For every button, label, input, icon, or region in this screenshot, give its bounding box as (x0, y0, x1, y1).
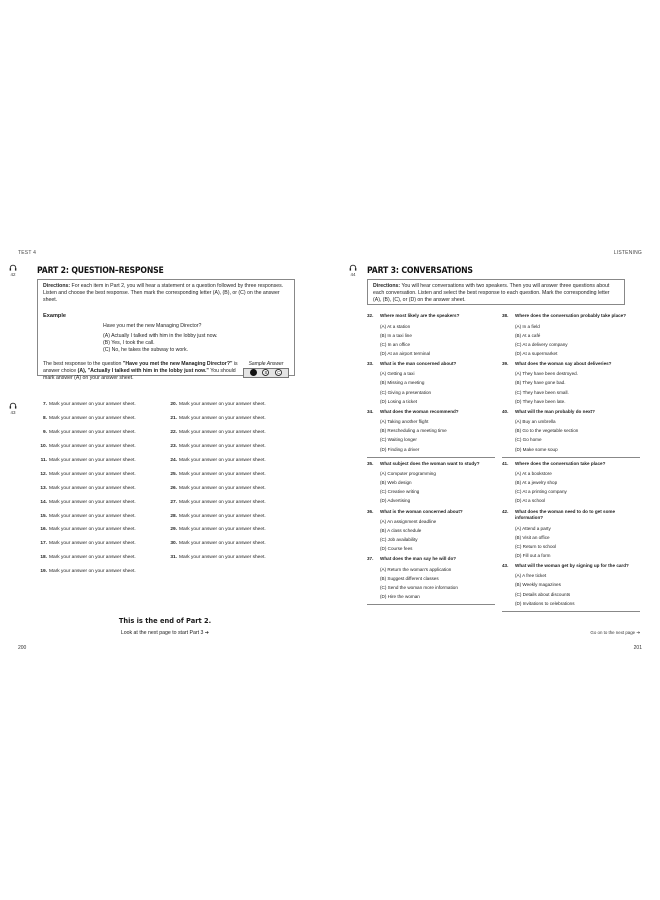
question-42: 42. What does the woman need to do to get some information? (A) Attend a party (B) Visit an office (C) Return to school (D) Fill out a form (502, 508, 616, 558)
answer-item: 9. Mark your answer on your answer sheet. (42, 429, 136, 435)
question-40: 40. What will the man probably do next? (A) Buy an umbrella (B) Go to the vegetable section (C) Go home (D) Make some soup (502, 409, 640, 458)
example-options: (A) Actually I talked with him in the lobby just now. (B) Yes, I took the call. (C) No, he takes the subway to work. (103, 333, 218, 354)
answer-item: 12. Mark your answer on your answer sheet. (40, 471, 136, 477)
running-head: TEST 4 (18, 250, 37, 256)
directions-text: Directions: For each item in Part 2, you will hear a statement or a question followed by three responses. Listen and choose the best response. Then mark the corresponding letter (A), (B), or (C) on the answer sheet. (43, 283, 284, 304)
question-35: 35. What subject does the woman want to study? (A) Computer programming (B) Web design (C) Creative writing (D) Advertising (367, 460, 480, 504)
answer-item: 14. Mark your answer on your answer sheet. (40, 499, 136, 505)
answer-item: 24. Mark your answer on your answer sheet. (170, 457, 266, 463)
question-36: 36. What is the woman concerned about? (A) An assignment deadline (B) A class schedule (C) Job availability (D) Course fees (367, 508, 463, 552)
audio-track-number: 43 (10, 410, 16, 415)
questions-column-right (502, 313, 640, 615)
question-39: 39. What does the woman say about deliveries? (A) They have been destroyed. (B) They have gone bad. (C) They have been small. (D) They have been late. (502, 360, 612, 404)
answer-item: 28. Mark your answer on your answer sheet. (170, 513, 266, 519)
right-page (330, 0, 660, 900)
answer-bubble-a (250, 369, 257, 376)
answer-item: 19. Mark your answer on your answer sheet. (40, 569, 136, 575)
answer-item: 30. Mark your answer on your answer sheet. (170, 541, 266, 547)
audio-marker (6, 402, 20, 415)
answer-item: 11. Mark your answer on your answer sheet. (40, 457, 136, 463)
question-38: 38. Where does the conversation probably take place? (A) In a field (B) At a café (C) At a delivery company (D) At a supermarket (502, 313, 627, 356)
directions-box (367, 279, 625, 305)
answer-bubble-c: C (277, 370, 281, 376)
question-43: 43. What will the woman get by signing up for the card? (A) A free ticket (B) Weekly magazines (C) Details about discounts (D) Invitations to celebrations (502, 563, 640, 612)
headphones-icon (9, 264, 17, 271)
part-title: PART 2: QUESTION–RESPONSE (37, 266, 164, 276)
question-41: 41. Where does the conversation take place? (A) At a bookstore (B) At a jewelry shop (C) At a printing company (D) At a school (502, 460, 606, 504)
questions-column-left (367, 313, 495, 608)
headphones-icon (349, 264, 357, 271)
answer-item: 18. Mark your answer on your answer sheet. (40, 555, 136, 561)
page-number: 200 (18, 645, 27, 651)
answer-item: 17. Mark your answer on your answer sheet. (40, 541, 136, 547)
end-of-part (0, 616, 330, 636)
go-on-note: Go on to the next page ➔ (590, 630, 640, 635)
answer-item: 22. Mark your answer on your answer sheet. (170, 429, 266, 435)
audio-marker (6, 264, 20, 277)
running-head: LISTENING (613, 250, 642, 256)
example-question: Have you met the new Managing Director? (103, 322, 202, 329)
audio-track-number: 42 (10, 272, 16, 277)
answer-item: 8. Mark your answer on your answer sheet. (42, 415, 136, 421)
next-page-note: Look at the next page to start Part 3 ➔ (120, 630, 210, 636)
question-34: 34. What does the woman recommend? (A) Taking another flight (B) Rescheduling a meeting time (C) Waiting longer (D) Finding a driver (367, 409, 495, 458)
question-32: 32. Where most likely are the speakers? (A) At a station (B) In a taxi line (C) In an office (D) At an airport terminal (367, 313, 460, 356)
answer-bubble-b: B (262, 369, 269, 376)
answer-item: 31. Mark your answer on your answer sheet. (170, 555, 266, 561)
part-title: PART 3: CONVERSATIONS (367, 266, 473, 276)
answer-item: 10. Mark your answer on your answer sheet. (40, 443, 136, 449)
answer-item: 20. Mark your answer on your answer sheet. (170, 402, 266, 407)
answer-item: 15. Mark your answer on your answer sheet. (40, 513, 136, 519)
directions-text: Directions: You will hear conversations with two speakers. Then you will answer three questions about each conversation. Listen and select the best response to each question. Mark the corresponding letter (A), (B), (C), or (D) on the answer sheet. (373, 283, 610, 304)
answer-item: 16. Mark your answer on your answer sheet. (40, 527, 136, 533)
answer-item: 25. Mark your answer on your answer sheet. (170, 471, 266, 477)
answer-item: 13. Mark your answer on your answer sheet. (40, 485, 136, 491)
answer-item: 27. Mark your answer on your answer sheet. (170, 499, 266, 505)
answer-item: 7. Mark your answer on your answer sheet. (42, 402, 136, 407)
example-explanation: The best response to the question "Have you met the new Managing Director?" is answer choice (A), "Actually I talked with him in the lobby just now." You should mark answer (A) on your answer sheet. (43, 360, 238, 382)
end-title: This is the end of Part 2. (118, 616, 212, 625)
headphones-icon (9, 402, 17, 409)
audio-marker (346, 264, 360, 277)
example-label: Example (43, 312, 67, 319)
sample-answer: Sample Answer B C (243, 361, 289, 383)
directions-box (37, 279, 295, 382)
question-33: 33. What is the man concerned about? (A) Getting a taxi (B) Missing a meeting (C) Giving a presentation (D) Losing a ticket (367, 360, 457, 404)
question-37: 37. What does the man say he will do? (A) Return the woman's application (B) Suggest different classes (C) Send the woman more information (D) Hire the woman (367, 556, 495, 605)
answer-items (37, 402, 277, 583)
audio-track-number: 44 (350, 272, 356, 277)
answer-item: 21. Mark your answer on your answer sheet. (170, 415, 266, 421)
answer-item: 26. Mark your answer on your answer sheet. (170, 485, 266, 491)
answer-item: 23. Mark your answer on your answer sheet. (170, 443, 266, 449)
page-number: 201 (633, 645, 642, 651)
answer-item: 29. Mark your answer on your answer sheet. (170, 527, 266, 533)
